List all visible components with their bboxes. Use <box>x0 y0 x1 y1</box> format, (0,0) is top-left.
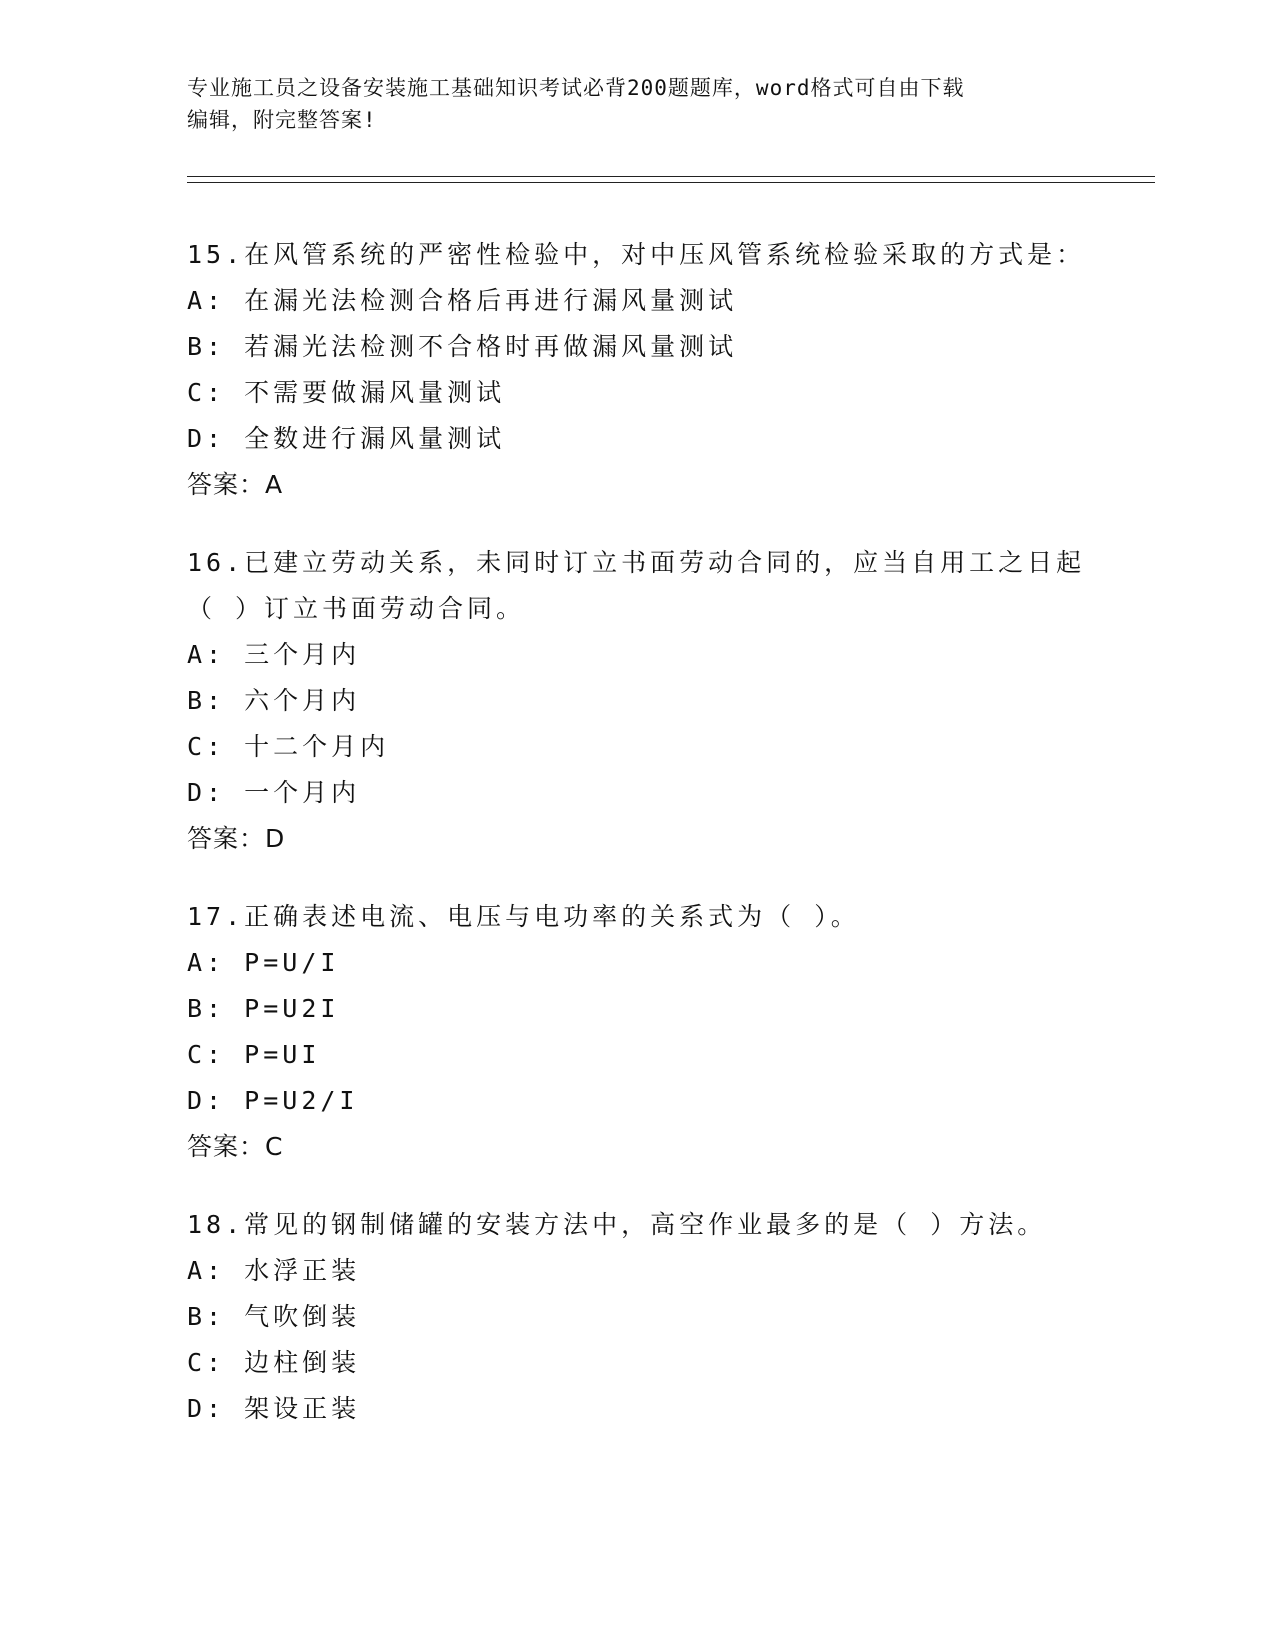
header-divider-top <box>187 176 1155 177</box>
header-title-line-1: 专业施工员之设备安装施工基础知识考试必背200题题库，word格式可自由下载 <box>187 76 965 100</box>
option-c <box>187 1032 1147 1078</box>
question-text: 16.已建立劳动关系，未同时订立书面劳动合同的，应当自用工之日起 <box>187 548 1086 577</box>
option-key: A: <box>187 948 226 977</box>
option-text: 气吹倒装 <box>244 1302 361 1331</box>
option-key: C: <box>187 1348 226 1377</box>
option-d <box>187 416 1147 462</box>
option-text: 全数进行漏风量测试 <box>244 424 506 453</box>
answer-line: 答案：A <box>187 470 284 499</box>
option-text: 六个月内 <box>244 686 361 715</box>
option-key: B: <box>187 1302 226 1331</box>
option-text: 若漏光法检测不合格时再做漏风量测试 <box>244 332 738 361</box>
option-c <box>187 724 1147 770</box>
option-text: 不需要做漏风量测试 <box>244 378 506 407</box>
question-text: 18.常见的钢制储罐的安装方法中，高空作业最多的是（ ）方法。 <box>187 1210 1047 1239</box>
option-key: D: <box>187 424 226 453</box>
option-key: B: <box>187 994 226 1023</box>
option-text: 十二个月内 <box>244 732 390 761</box>
option-text: 水浮正装 <box>244 1256 361 1285</box>
option-c <box>187 1340 1147 1386</box>
question-18 <box>187 1202 1147 1432</box>
option-key: C: <box>187 378 226 407</box>
option-key: A: <box>187 1256 226 1285</box>
question-17 <box>187 894 1147 1170</box>
question-text-continued: （ ）订立书面劳动合同。 <box>187 594 526 623</box>
option-text: P=U2/I <box>244 1086 359 1115</box>
option-key: B: <box>187 686 226 715</box>
question-15 <box>187 232 1147 508</box>
option-d <box>187 1078 1147 1124</box>
option-a <box>187 940 1147 986</box>
header-title-line-2: 编辑，附完整答案! <box>187 108 377 132</box>
header-divider-bottom <box>187 182 1155 183</box>
answer-line: 答案：D <box>187 824 286 853</box>
option-b <box>187 986 1147 1032</box>
option-key: D: <box>187 778 226 807</box>
option-key: B: <box>187 332 226 361</box>
option-b <box>187 678 1147 724</box>
option-text: 边柱倒装 <box>244 1348 361 1377</box>
option-text: P=U2I <box>244 994 340 1023</box>
option-key: A: <box>187 640 226 669</box>
question-list <box>187 232 1147 1464</box>
question-text: 15.在风管系统的严密性检验中，对中压风管系统检验采取的方式是： <box>187 240 1086 269</box>
option-key: A: <box>187 286 226 315</box>
option-a <box>187 278 1147 324</box>
option-text: 一个月内 <box>244 778 361 807</box>
option-b <box>187 324 1147 370</box>
option-d <box>187 770 1147 816</box>
option-key: C: <box>187 732 226 761</box>
answer-line: 答案：C <box>187 1132 284 1161</box>
option-key: D: <box>187 1394 226 1423</box>
question-text: 17.正确表述电流、电压与电功率的关系式为（ ）。 <box>187 902 860 931</box>
option-text: P=UI <box>244 1040 321 1069</box>
option-d <box>187 1386 1147 1432</box>
option-text: 在漏光法检测合格后再进行漏风量测试 <box>244 286 738 315</box>
option-a <box>187 632 1147 678</box>
option-b <box>187 1294 1147 1340</box>
document-header <box>187 72 1067 136</box>
option-a <box>187 1248 1147 1294</box>
option-key: C: <box>187 1040 226 1069</box>
question-16 <box>187 540 1147 862</box>
option-text: P=U/I <box>244 948 340 977</box>
option-text: 三个月内 <box>244 640 361 669</box>
option-text: 架设正装 <box>244 1394 361 1423</box>
option-c <box>187 370 1147 416</box>
option-key: D: <box>187 1086 226 1115</box>
